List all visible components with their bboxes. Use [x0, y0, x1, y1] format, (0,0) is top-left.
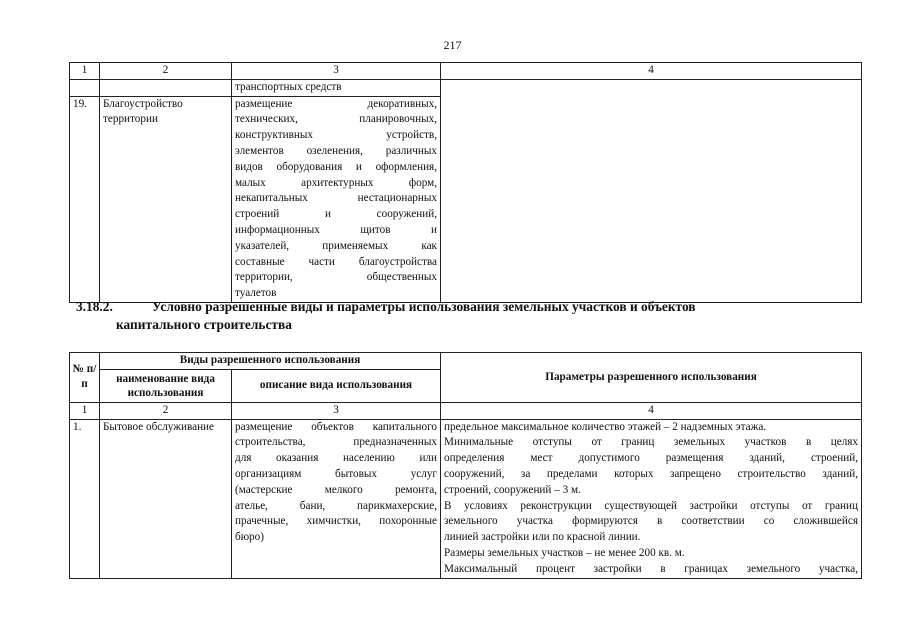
header-row: [70, 353, 862, 370]
col-num-3: 3: [232, 63, 441, 80]
table-row: [70, 419, 862, 578]
section-title-line1: Условно разрешенные виды и параметры использования земельных участков и объектов: [152, 299, 696, 314]
use-name: Благоустройство территории: [100, 96, 232, 302]
row-number: 1.: [70, 419, 100, 578]
page-number: 217: [443, 38, 462, 52]
continuation-text: транспортных средств: [232, 79, 441, 96]
col-num-4: 4: [441, 402, 862, 419]
column-number-row: [70, 402, 862, 419]
col-num-1: 1: [70, 63, 100, 80]
row-number: 19.: [70, 96, 100, 302]
section-title-line2: капитального строительства: [116, 317, 292, 332]
table-row: [70, 79, 862, 96]
use-parameters: предельное максимальное количество этажей – 2 надземных этажа. Минимальные отступы от границ земельных участков в целях определения мест допустимого размещения зданий, строений, сооружений, за пределами которых запрещено строительство зданий, строений, сооружений – 3 м. В условиях реконструкции существующей застройки отступы от границ земельного участка формируются в соответствии со сложившейся линией застройки или по красной линии. Размеры земельных участков – не менее 200 кв. м. Максимальный процент застройки в границах земельного участка,: [441, 419, 862, 578]
use-description: размещение объектов капитального строительства, предназначенных для оказания населению или организациям бытовых услуг (мастерские мелкого ремонта, ателье, бани, парикмахерские, прачечные, химчистки, похоронные бюро): [232, 419, 441, 578]
column-number-row: [70, 63, 862, 80]
col-num-3: 3: [232, 402, 441, 419]
use-name: Бытовое обслуживание: [100, 419, 232, 578]
header-group: Виды разрешенного использования: [100, 353, 441, 370]
header-params: Параметры разрешенного использования: [441, 353, 862, 403]
table-continued: [69, 62, 862, 303]
header-num: № п/п: [70, 353, 100, 403]
header-name: наименование вида использования: [100, 369, 232, 402]
col-num-1: 1: [70, 402, 100, 419]
section-heading: [76, 298, 836, 334]
use-description: размещение декоративных, технических, планировочных, конструктивных устройств, элементов озеленения, различных видов оборудования и оформления, малых архитектурных форм, некапитальных нестационарных строений и сооружений, информационных щитов и указателей, применяемых как составные части благоустройства территории, общественных туалетов: [232, 96, 441, 302]
col-num-4: 4: [441, 63, 862, 80]
section-number: 3.18.2.: [76, 299, 113, 314]
col-num-2: 2: [100, 63, 232, 80]
col-num-2: 2: [100, 402, 232, 419]
table-conditional-uses: [69, 352, 862, 579]
header-desc: описание вида использования: [232, 369, 441, 402]
